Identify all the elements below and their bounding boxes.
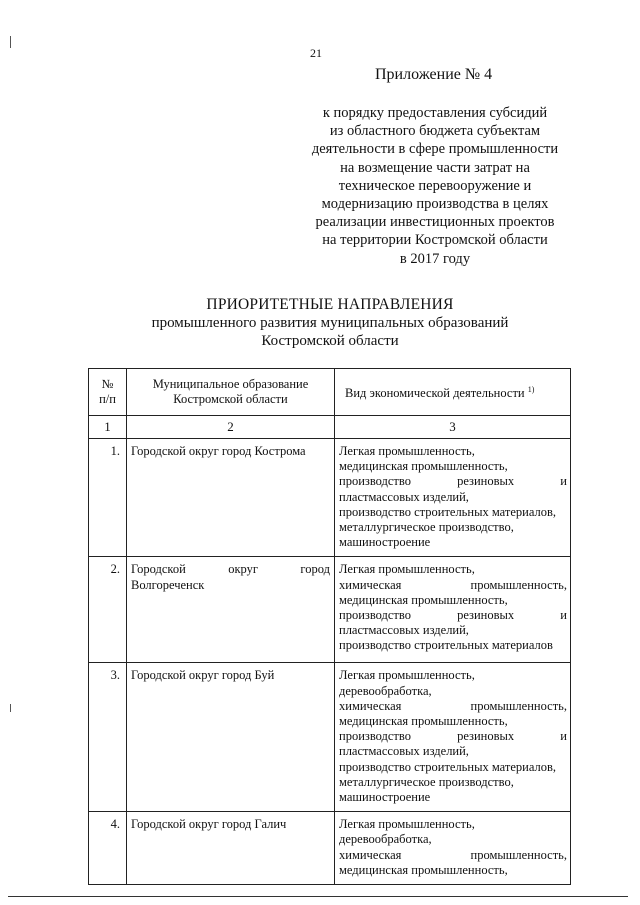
activity-line: производство строительных материалов, [339, 759, 557, 774]
scan-margin-mark [10, 36, 11, 48]
table-row [89, 439, 571, 557]
heading-subtitle: промышленного развития муниципальных образований [151, 315, 509, 331]
activity-cell [335, 439, 571, 557]
municipality-name: Городской округ город [131, 562, 330, 577]
table-header-row [89, 369, 571, 416]
activity-line: медицинская промышленность, [339, 592, 508, 607]
activity-line: машиностроение [339, 535, 431, 550]
appendix-subtitle-line: из областного бюджета субъектам [329, 123, 541, 140]
activity-line: Легкая промышленность, [339, 817, 475, 832]
activity-cell [335, 557, 571, 663]
activity-cell [335, 663, 571, 812]
municipality-cell [127, 557, 335, 663]
appendix-subtitle-line: на территории Костромской области [322, 232, 548, 249]
activity-line: химическая промышленность, [339, 577, 567, 592]
activity-line: пластмассовых изделий, [339, 623, 469, 638]
activity-line: Легкая промышленность, [339, 444, 475, 458]
activity-line: производство резиновых и [339, 608, 567, 623]
header-municipality [127, 369, 335, 416]
footnote-marker: 1) [527, 385, 535, 395]
activity-line: Легкая промышленность, [339, 562, 475, 577]
page-bottom-rule [8, 896, 628, 897]
appendix-subtitle-line: на возмещение части затрат на [340, 159, 530, 176]
header-number [89, 369, 127, 416]
heading-region: Костромской области [261, 333, 399, 349]
activity-line: производство строительных материалов [339, 638, 553, 653]
priority-directions-table [88, 368, 571, 885]
municipality-name: Городской округ город Буй [131, 668, 275, 683]
activity-line: медицинская промышленность, [339, 459, 508, 474]
appendix-subtitle-line: в 2017 году [399, 250, 471, 267]
municipality-cell [127, 663, 335, 812]
scan-margin-mark [10, 704, 11, 712]
activity-line: производство резиновых и [339, 474, 567, 489]
table-row [89, 557, 571, 663]
column-index: 2 [127, 416, 335, 439]
row-number: 1. [89, 439, 127, 557]
header-activity-label: Вид экономической деятельности [345, 386, 525, 401]
activity-line: химическая промышленность, [339, 698, 567, 713]
table-row [89, 812, 571, 885]
activity-line: металлургическое производство, [339, 774, 514, 789]
appendix-title: Приложение № 4 [375, 66, 493, 83]
appendix-subtitle-line: техническое перевооружение и [338, 177, 532, 194]
table-row [89, 663, 571, 812]
municipality-name: Городской округ город Галич [131, 817, 287, 832]
activity-line: металлургическое производство, [339, 520, 514, 535]
row-number: 4. [89, 812, 127, 885]
activity-line: деревообработка, [339, 832, 432, 847]
appendix-subtitle-line: к порядку предоставления субсидий [322, 105, 548, 121]
appendix-subtitle-line: модернизацию производства в целях [321, 196, 549, 213]
column-index-row [89, 416, 571, 439]
activity-line: Легкая промышленность, [339, 668, 475, 683]
municipality-name: Городской округ город Кострома [131, 444, 306, 458]
municipality-name: Волгореченск [131, 577, 205, 592]
heading-title: ПРИОРИТЕТНЫЕ НАПРАВЛЕНИЯ [206, 296, 454, 313]
header-number-abbr: п/п [99, 392, 116, 406]
column-index: 1 [89, 416, 127, 439]
activity-cell [335, 812, 571, 885]
activity-line: пластмассовых изделий, [339, 489, 469, 504]
header-municipality-line: Костромской области [173, 392, 288, 406]
municipality-cell [127, 439, 335, 557]
column-index: 3 [335, 416, 571, 439]
header-number-sign: № [101, 376, 114, 391]
appendix-subtitle [270, 104, 600, 268]
appendix-subtitle-line: деятельности в сфере промышленности [311, 141, 559, 158]
activity-line: пластмассовых изделий, [339, 744, 469, 759]
activity-line: медицинская промышленность, [339, 862, 508, 877]
municipality-cell [127, 812, 335, 885]
header-activity [335, 369, 571, 416]
row-number: 3. [89, 663, 127, 812]
page-number: 21 [310, 46, 322, 60]
activity-line: деревообработка, [339, 683, 432, 698]
activity-line: производство строительных материалов, [339, 504, 557, 519]
activity-line: химическая промышленность, [339, 847, 567, 862]
row-number: 2. [89, 557, 127, 663]
activity-line: медицинская промышленность, [339, 714, 508, 729]
document-heading [60, 296, 600, 350]
appendix-subtitle-line: реализации инвестиционных проектов [315, 214, 555, 231]
header-municipality-line: Муниципальное образование [152, 376, 309, 391]
activity-line: машиностроение [339, 790, 431, 805]
activity-line: производство резиновых и [339, 729, 567, 744]
